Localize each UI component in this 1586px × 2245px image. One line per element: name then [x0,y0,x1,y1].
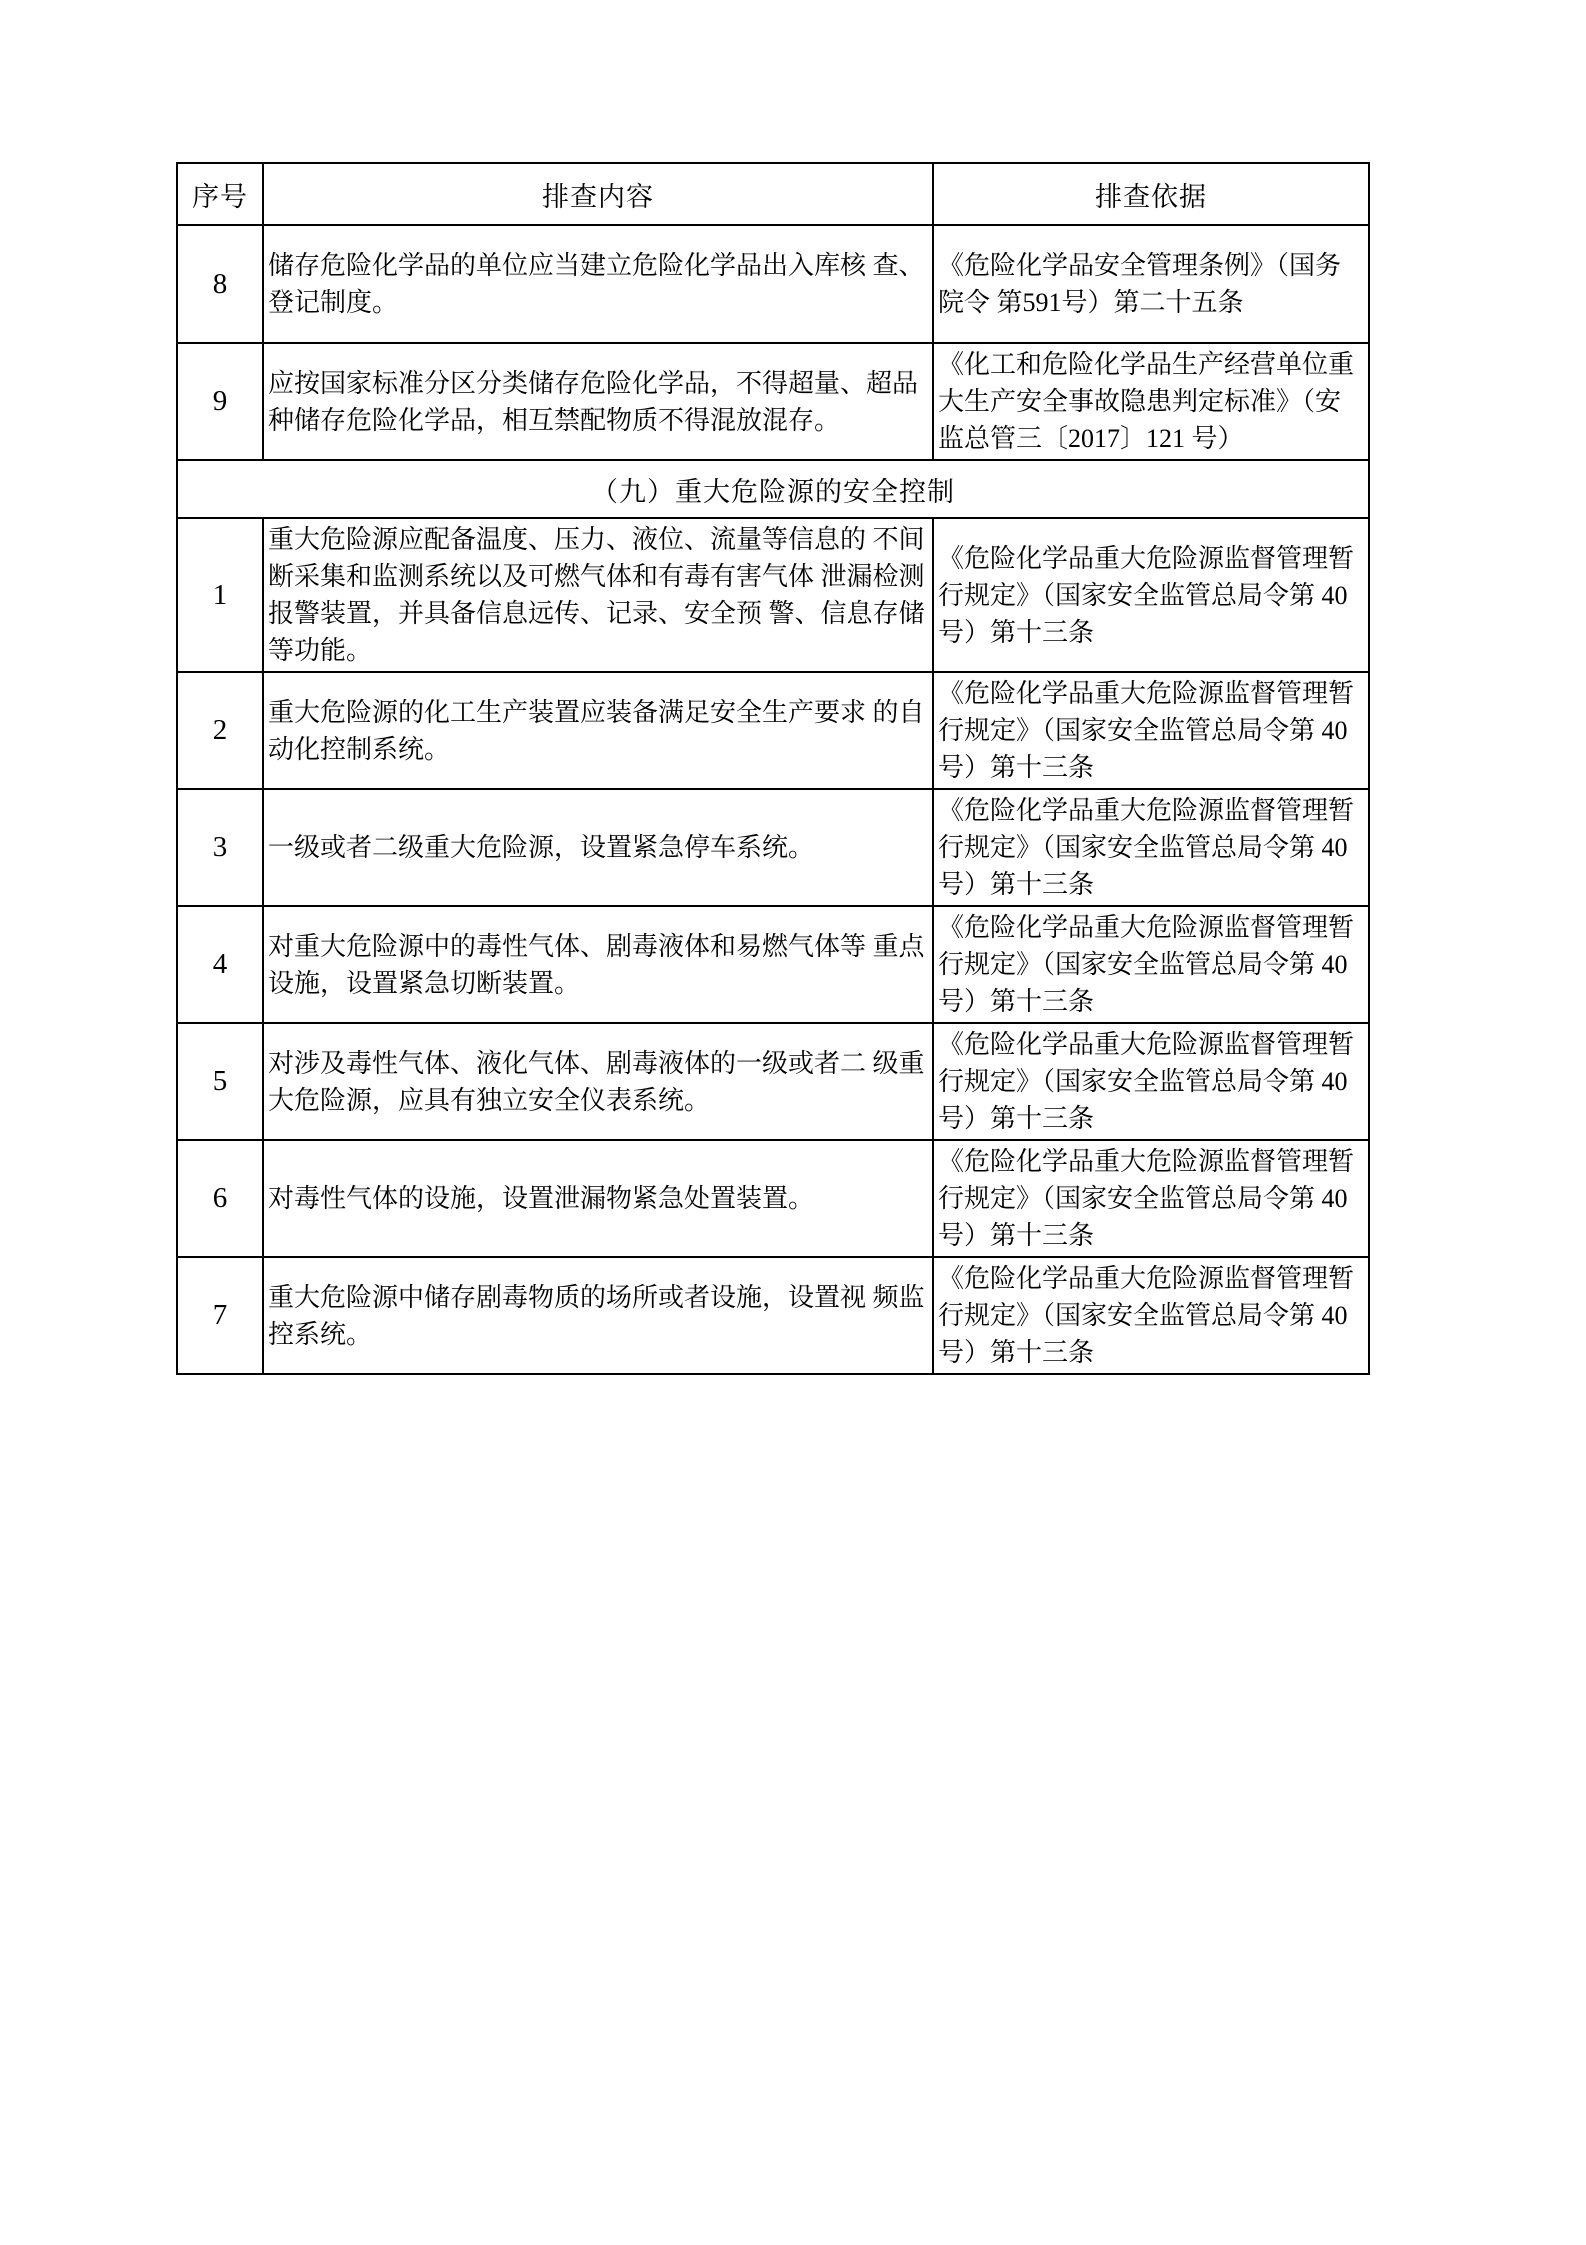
table-row [177,1257,1369,1374]
table-row [177,789,1369,906]
row-content: 重大危险源应配备温度、压力、液位、流量等信息的 不间断采集和监测系统以及可燃气体和有毒有害气体 泄漏检测报警装置，并具备信息远传、记录、安全预 警、信息存储等功能。 [263,518,933,672]
column-header-content: 排查内容 [263,163,933,225]
column-header-basis: 排查依据 [933,163,1369,225]
section-header: （九）重大危险源的安全控制 [177,460,1369,518]
row-content: 重大危险源的化工生产装置应装备满足安全生产要求 的自动化控制系统。 [263,672,933,789]
table-row [177,1023,1369,1140]
table-row [177,518,1369,672]
row-basis: 《化工和危险化学品生产经营单位重大生产安全事故隐患判定标准》（安监总管三〔2017〕121 号） [933,343,1369,460]
row-basis: 《危险化学品重大危险源监督管理暂行规定》（国家安全监管总局令第 40 号）第十三条 [933,518,1369,672]
row-content: 应按国家标准分区分类储存危险化学品，不得超量、超品种储存危险化学品，相互禁配物质不得混放混存。 [263,343,933,460]
row-basis: 《危险化学品重大危险源监督管理暂行规定》（国家安全监管总局令第 40 号）第十三条 [933,789,1369,906]
row-serial: 3 [177,789,263,906]
inspection-table [176,162,1370,1375]
row-basis: 《危险化学品重大危险源监督管理暂行规定》（国家安全监管总局令第 40 号）第十三条 [933,906,1369,1023]
table-header-row [177,163,1369,225]
row-serial: 2 [177,672,263,789]
table-row [177,1140,1369,1257]
row-serial: 4 [177,906,263,1023]
row-content: 储存危险化学品的单位应当建立危险化学品出入库核 查、登记制度。 [263,225,933,343]
row-basis: 《危险化学品安全管理条例》（国务院令 第591号）第二十五条 [933,225,1369,343]
row-basis: 《危险化学品重大危险源监督管理暂行规定》（国家安全监管总局令第 40 号）第十三条 [933,1023,1369,1140]
row-content: 重大危险源中储存剧毒物质的场所或者设施，设置视 频监控系统。 [263,1257,933,1374]
row-serial: 1 [177,518,263,672]
row-serial: 8 [177,225,263,343]
row-content: 对重大危险源中的毒性气体、剧毒液体和易燃气体等 重点设施，设置紧急切断装置。 [263,906,933,1023]
row-basis: 《危险化学品重大危险源监督管理暂行规定》（国家安全监管总局令第 40 号）第十三条 [933,672,1369,789]
row-serial: 7 [177,1257,263,1374]
table-row [177,906,1369,1023]
table-row [177,225,1369,343]
table-row [177,343,1369,460]
section-header-row [177,460,1369,518]
row-basis: 《危险化学品重大危险源监督管理暂行规定》（国家安全监管总局令第 40 号）第十三条 [933,1140,1369,1257]
row-serial: 5 [177,1023,263,1140]
row-content: 对毒性气体的设施，设置泄漏物紧急处置装置。 [263,1140,933,1257]
row-basis: 《危险化学品重大危险源监督管理暂行规定》（国家安全监管总局令第 40 号）第十三条 [933,1257,1369,1374]
row-content: 对涉及毒性气体、液化气体、剧毒液体的一级或者二 级重大危险源，应具有独立安全仪表系统。 [263,1023,933,1140]
row-serial: 9 [177,343,263,460]
row-serial: 6 [177,1140,263,1257]
column-header-serial: 序号 [177,163,263,225]
table-row [177,672,1369,789]
row-content: 一级或者二级重大危险源，设置紧急停车系统。 [263,789,933,906]
